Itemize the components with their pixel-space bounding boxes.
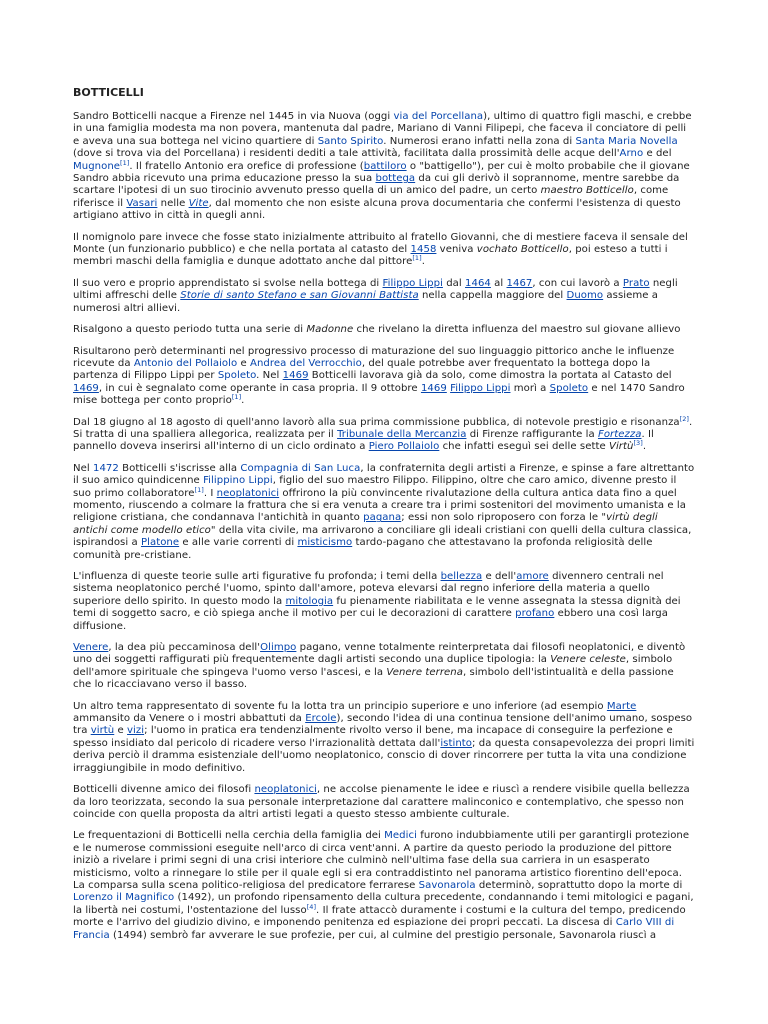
text-run: (dove si trova via del Porcellana) i residenti dediti a tale attività, facilitata dalla prossimità delle acque dell' <box>73 148 620 160</box>
text-run: , figlio del suo maestro Filippo. Filippino, oltre che caro amico, divenne presto il suo primo collaboratore <box>73 475 677 499</box>
text-run: Risultarono però determinanti nel progressivo processo di maturazione del suo linguaggio pittorico anche le influenze ricevute da <box>73 345 675 369</box>
text-run: Le frequentazioni di Botticelli nella cerchia della famiglia dei <box>73 830 385 842</box>
wiki-link[interactable]: Marte <box>606 700 637 712</box>
wiki-link[interactable]: pagana <box>363 512 402 524</box>
text-run: che infatti eseguì sei delle sette <box>439 441 609 453</box>
text-run: Il nomignolo pare invece che fosse stato inizialmente attribuito al fratello Giovanni, che di mestiere faceva il sensale del Monte (un funzionario pubblico) e che nella portata al catasto del <box>73 231 688 256</box>
text-run: , dal momento che non esiste alcuna prova documentaria che confermi l'esistenza di questo artigiano attivo in città in quegli anni. <box>73 197 681 222</box>
text-run: e <box>237 357 251 369</box>
text-run: , la dea più peccaminosa dell' <box>108 642 261 654</box>
text-run: L'influenza di queste teorie sulle arti figurative fu profonda; i temi della <box>73 571 441 582</box>
wiki-link[interactable]: istinto <box>440 737 473 749</box>
wiki-link[interactable]: battiloro <box>363 160 407 172</box>
article-body <box>73 111 695 951</box>
wiki-link[interactable]: Medici <box>384 830 417 842</box>
text-run: o "battigello"), per cui è molto probabile che il giovane Sandro abbia ricevuto una prima educazione presso la sua <box>73 160 690 185</box>
text-run: Botticelli divenne amico dei filosofi <box>73 784 255 796</box>
text-run: . <box>241 395 245 407</box>
text-run: Virtù <box>609 441 634 453</box>
footnote-link[interactable]: [4] <box>306 902 317 911</box>
paragraph <box>73 278 695 315</box>
wiki-link[interactable]: 1472 <box>92 462 119 474</box>
wiki-link[interactable]: profano <box>515 608 555 620</box>
wiki-link[interactable]: Duomo <box>566 290 604 302</box>
text-run: Sandro Botticelli nacque a Firenze nel 1445 in via Nuova (oggi <box>73 111 394 122</box>
wiki-link[interactable]: 1469 <box>73 382 99 394</box>
text-run: e <box>114 725 128 737</box>
text-run: , simbolo dell'istintualità e della passione che lo ricacciavano verso il basso. <box>73 666 674 691</box>
paragraph <box>73 346 695 408</box>
text-run: , poi esteso a tutti i membri maschi della famiglia e dunque adottato anche dal pittore <box>73 244 668 268</box>
text-run: che rivelano la diretta influenza del maestro sul giovane allievo <box>353 324 681 336</box>
text-run: virtù degli antichi come modello etico <box>73 512 658 536</box>
text-run: . I <box>203 487 217 499</box>
wiki-link[interactable]: Filippino Lippi <box>203 475 273 487</box>
paragraph <box>73 784 695 821</box>
text-run: maestro Botticello <box>540 185 634 197</box>
wiki-link[interactable]: Tribunale della Mercanzia <box>337 428 467 440</box>
paragraph <box>73 571 695 633</box>
text-run: (1494) sembrò far avverare le sue profezie, per cui, al culmine del prestigio personale, Savonarola riuscì a <box>109 929 657 941</box>
text-run: tardo-pagano che attestavano la profonda religiosità delle comunità pre-cristiane. <box>73 537 653 561</box>
wiki-link[interactable]: misticismo <box>297 537 353 549</box>
text-run: . Il pannello doveva inserirsi all'interno di un ciclo ordinato a <box>73 428 654 453</box>
paragraph <box>73 111 695 223</box>
text-run: assieme a numerosi altri allievi. <box>73 290 659 314</box>
text-run: nelle <box>157 197 189 209</box>
text-run: . Nel <box>256 370 283 382</box>
wiki-link[interactable]: mitologia <box>285 595 334 607</box>
wiki-link[interactable]: Prato <box>622 277 650 289</box>
text-run: . Si tratta di una spalliera allegorica, realizzata per il <box>73 416 693 440</box>
text-run: di Firenze raffigurante la <box>466 428 598 440</box>
text-run: e nel 1470 Sandro mise bottega per conto proprio <box>73 382 685 407</box>
wiki-link[interactable]: 1467 <box>506 277 533 289</box>
text-run: " della vita civile, ma arrivarono a conciliare gli ideali cristiani con quelli della cultura classica, ispirandosi a <box>73 524 692 549</box>
text-run: Venere celeste <box>550 654 626 666</box>
wiki-link[interactable]: amore <box>516 571 549 582</box>
text-run: e alle varie correnti di <box>179 537 298 549</box>
wiki-link[interactable]: Santo Spirito <box>317 135 384 147</box>
wiki-link[interactable]: Vite <box>188 197 209 209</box>
wiki-link[interactable]: Lorenzo il Magnifico <box>73 892 175 904</box>
wiki-link[interactable]: Arno <box>619 148 644 160</box>
wiki-link[interactable]: Santa Maria Novella <box>575 135 678 147</box>
footnote-link[interactable]: [1] <box>194 485 204 494</box>
text-run: al <box>490 277 507 289</box>
text-run: fu pienamente riabilitata e le venne assegnata la stessa dignità dei temi di soggetto sacro, e ciò spiega anche il motivo per cui le decorazioni di carattere <box>73 595 681 620</box>
wiki-link[interactable]: Fortezza <box>597 428 642 440</box>
text-run: . Il frate attaccò duramente i costumi e la cultura del tempo, predicendo morte e l'arrivo del giudizio divino, e imponendo penitenza ed espiazione dei propri peccati. La discesa di <box>73 904 686 929</box>
text-run: ebbero una così larga diffusione. <box>73 608 668 632</box>
text-run: ), secondo l'idea di una continua tensione dell'animo umano, sospeso tra <box>73 713 693 737</box>
wiki-link[interactable]: Antonio del Pollaiolo <box>133 357 238 369</box>
footnote-link[interactable]: [2] <box>679 414 690 423</box>
text-run: . Il fratello Antonio era orefice di professione ( <box>129 160 364 172</box>
text-run: . <box>421 256 425 268</box>
wiki-link[interactable]: virtù <box>90 725 115 737</box>
text-run: , la confraternita degli artisti a Firenze, e spinse a fare altrettanto il suo amico quindicenne <box>73 462 695 487</box>
wiki-link[interactable]: Olimpo <box>260 642 297 654</box>
text-run: Botticelli lavorava già da solo, come dimostra la portata al Catasto del <box>308 370 672 382</box>
text-run: Risalgono a questo periodo tutta una serie di <box>73 324 307 336</box>
paragraph <box>73 830 695 942</box>
page-title: BOTTICELLI <box>73 86 144 99</box>
text-run: divennero centrali nel sistema neoplatonico perché l'uomo, spinto dall'amore, poteva elevarsi dal regno inferiore della materia a quello superiore dello spirito. In questo modo la <box>73 571 664 607</box>
text-run: . Numerosi erano infatti nella zona di <box>383 135 576 147</box>
paragraph <box>73 414 695 454</box>
wiki-link[interactable]: Venere <box>73 642 109 654</box>
text-run: , ne accolse pienamente le idee e riuscì a rendere visibile quella bellezza da loro teorizzata, secondo la sua personale interpretazione dal carattere malinconico e contemplativo, che spesso non coincide con quella proposta da altri artisti legati a questo stesso ambiente culturale. <box>73 784 690 820</box>
text-run: (1492), un profondo ripensamento della cultura precedente, condannando i temi mitologici e pagani, la libertà nei costumi, l'ostentazione del lusso <box>73 892 694 916</box>
text-run: veniva <box>436 244 477 256</box>
wiki-link[interactable]: Spoleto <box>217 370 257 382</box>
text-run: determinò, soprattutto dopo la morte di <box>475 879 683 891</box>
wiki-link[interactable]: vizi <box>127 725 145 737</box>
text-run: negli ultimi affreschi delle <box>73 277 678 302</box>
paragraph <box>73 324 695 336</box>
text-run: Nel <box>73 462 93 474</box>
wiki-link[interactable]: Carlo VIII di Francia <box>73 917 675 941</box>
text-run: nella cappella maggiore del <box>418 290 567 302</box>
paragraph <box>73 232 695 269</box>
wiki-link[interactable]: bellezza <box>440 571 483 582</box>
text-run: dal <box>442 277 466 289</box>
wiki-link[interactable]: 1469 <box>282 370 309 382</box>
wiki-link[interactable]: 1464 <box>465 277 491 289</box>
text-run: ; essi non solo riproposero con forza le " <box>401 512 607 524</box>
wiki-link[interactable]: Filippo Lippi <box>450 382 511 394</box>
wiki-link[interactable]: Ercole <box>305 713 337 725</box>
text-run: ; l'uomo in pratica era tendenzialmente rivolto verso il bene, ma incapace di conseguire la perfezione e spesso insidiato dal pericolo di ricadere verso l'irrazionalità dettata dall' <box>73 725 673 749</box>
text-run: vochato Botticello <box>476 244 569 256</box>
text-run: morì a <box>510 382 550 394</box>
wiki-link[interactable]: Andrea del Verrocchio <box>250 357 362 369</box>
footnote-link[interactable]: [3] <box>633 439 643 448</box>
text-run: e del <box>643 148 672 160</box>
text-run: Dal 18 giugno al 18 agosto di quell'anno lavorò alla sua prima commissione pubblica, di notevole prestigio e risonanza <box>73 416 680 428</box>
wiki-link[interactable]: bottega <box>375 173 416 185</box>
footnote-link[interactable]: [1] <box>231 393 242 402</box>
paragraph <box>73 701 695 775</box>
wiki-link[interactable]: Storie di santo Stefano e san Giovanni Battista <box>180 290 419 302</box>
text-run: pagano, venne totalmente reinterpretata dai filosofi neoplatonici, e diventò uno dei soggetti raffigurati più frequentemente dagli artisti secondo una duplice tipologia: la <box>73 642 686 666</box>
wiki-link[interactable]: Compagnia di San Luca <box>240 462 361 474</box>
paragraph <box>73 642 695 692</box>
wiki-link[interactable]: neoplatonici <box>254 784 317 796</box>
text-run: , del quale potrebbe aver frequentato la bottega dopo la partenza di Filippo Lippi per <box>73 357 651 382</box>
text-run: , con cui lavorò a <box>532 277 623 289</box>
wiki-link[interactable]: 1469 <box>420 382 447 394</box>
text-run: Un altro tema rappresentato di sovente fu la lotta tra un principio superiore e uno inferiore (ad esempio <box>73 700 607 712</box>
text-run: Venere terrena <box>386 666 463 678</box>
footnote-link[interactable]: [1] <box>120 158 130 167</box>
text-run: , simbolo dell'amore spirituale che spingeva l'uomo verso l'ascesi, e la <box>73 654 673 678</box>
text-run: offrirono la più convincente rivalutazione della cultura antica data fino a quel momento, riuscendo a colmare la frattura che si era venuta a creare tra i primi sostenitori del movimento umanista e la religione cristiana, che condannava l'antichità in quanto <box>73 487 686 524</box>
wiki-link[interactable]: Vasari <box>126 197 158 209</box>
wiki-link[interactable]: Mugnone <box>73 160 121 172</box>
wiki-link[interactable]: via del Porcellana <box>393 111 484 122</box>
text-run: furono indubbiamente utili per garantirgli protezione e le numerose commissioni eseguite nell'arco di circa vent'anni. A partire da questo periodo la produzione del pittore iniziò a rivelare i primi segni di una crisi interiore che culminò nell'ultima fase della sua carriera in un esasperato misticismo, volto a rinnegare lo stile per il quale egli si era contraddistinto nel panorama artistico fiorentino dell'epoca. La comparsa sulla scena politico-religiosa del predicatore ferrarese <box>73 830 690 891</box>
text-run: , in cui è segnalato come operante in casa propria. Il 9 ottobre <box>98 382 421 394</box>
text-run: ammansito da Venere o i mostri abbattuti da <box>73 713 306 725</box>
text-run: . <box>642 441 647 453</box>
wiki-link[interactable]: Platone <box>140 537 180 549</box>
wiki-link[interactable]: Spoleto <box>549 382 589 394</box>
footnote-link[interactable]: [1] <box>412 254 422 263</box>
wiki-link[interactable]: neoplatonici <box>216 487 280 499</box>
wiki-link[interactable]: Piero Pollaiolo <box>368 441 440 453</box>
text-run: ; da questa consapevolezza dei propri limiti deriva perciò il dramma esistenziale dell'uomo neoplatonico, conscio di dover rincorrere per tutta la vita una condizione irraggiungibile in modo definitivo. <box>73 737 695 774</box>
text-run: , come riferisce il <box>73 185 669 209</box>
paragraph <box>73 463 695 562</box>
text-run: Botticelli s'iscrisse alla <box>118 462 241 474</box>
wiki-link[interactable]: Filippo Lippi <box>382 277 443 289</box>
wiki-link[interactable]: 1458 <box>410 244 437 256</box>
text-run: ), ultimo di quattro figli maschi, e crebbe in una famiglia modesta ma non povera, mantenuta dal padre, Mariano di Vanni Filipepi, che faceva il conciatore di pelli e aveva una sua bottega nel vicino quartiere di <box>73 111 692 147</box>
text-run: Il suo vero e proprio apprendistato si svolse nella bottega di <box>73 277 383 289</box>
text-run: da cui gli derivò il soprannome, mentre sarebbe da scartare l'ipotesi di un suo tirocinio avvenuto presso quella di un amico del padre, un certo <box>73 173 680 197</box>
text-run: Madonne <box>306 324 354 336</box>
text-run: e dell' <box>482 571 517 582</box>
wiki-link[interactable]: Savonarola <box>418 879 476 891</box>
